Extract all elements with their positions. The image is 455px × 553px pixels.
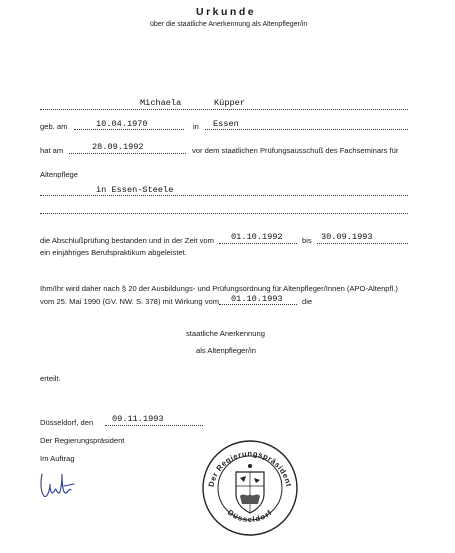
born-in-label: in [193,122,199,131]
recognition-line-2: als Altenpfleger/in [196,346,256,355]
period-from-underline [219,243,297,244]
practicum-text: ein einjähriges Berufspraktikum abgeleistet. [40,248,187,257]
exam-text: vor dem staatlichen Prüfungsausschuß des Fachseminars für [192,146,399,155]
period-bis-label: bis [302,236,312,245]
effective-date-underline [219,304,297,305]
issue-date: 09.11.1993 [112,414,164,424]
authority: Der Regierungspräsident [40,436,125,445]
effective-date: 01.10.1993 [231,294,283,304]
place-date-label: Düsseldorf, den [40,418,94,427]
recognition-line-1: staatliche Anerkennung [186,329,265,338]
born-label: geb. am [40,122,68,131]
holder-last-name: Küpper [214,98,245,108]
document-subtitle: über die staatliche Anerkennung als Altenpfleger/in [150,21,308,28]
born-date-underline [74,129,184,130]
seminar-place: in Essen-Steele [96,185,174,195]
seminar-line: Altenpflege [40,170,78,179]
issue-date-underline [105,425,203,426]
period-from: 01.10.1992 [231,232,283,242]
legal-text-line-2: vom 25. Mai 1990 (GV. NW. S. 378) mit Wirkung vom [40,297,220,306]
born-place: Essen [213,119,239,129]
legal-text-line-1: Ihm/Ihr wird daher nach § 20 der Ausbildungs- und Prüfungsordnung für Altenpfleger/Innen (APO-Altenpfl.) [40,284,398,293]
exam-date-label: hat am [40,146,64,155]
exam-date: 28.09.1992 [92,142,144,152]
seminar-place-underline [40,195,408,196]
blank-line [40,213,408,214]
born-place-underline [205,129,408,130]
seal-text-top: Der Regierungspräsident [206,449,294,488]
completion-text: die Abschlußprüfung bestanden und in der Zeit vom [40,236,214,245]
seal-text-bottom: Düsseldorf [225,507,275,525]
born-date: 10.04.1970 [96,119,148,129]
official-seal [200,438,300,538]
exam-date-underline [69,153,186,154]
name-underline [40,109,408,110]
document-title: Urkunde [196,6,257,18]
period-to-underline [317,243,408,244]
im-auftrag: Im Auftrag [40,454,75,463]
erteilt-text: erteilt. [40,374,61,383]
period-to: 30.09.1993 [321,232,373,242]
handwritten-signature [38,466,78,502]
legal-die: die [302,297,313,306]
holder-first-name: Michaela [140,98,182,108]
